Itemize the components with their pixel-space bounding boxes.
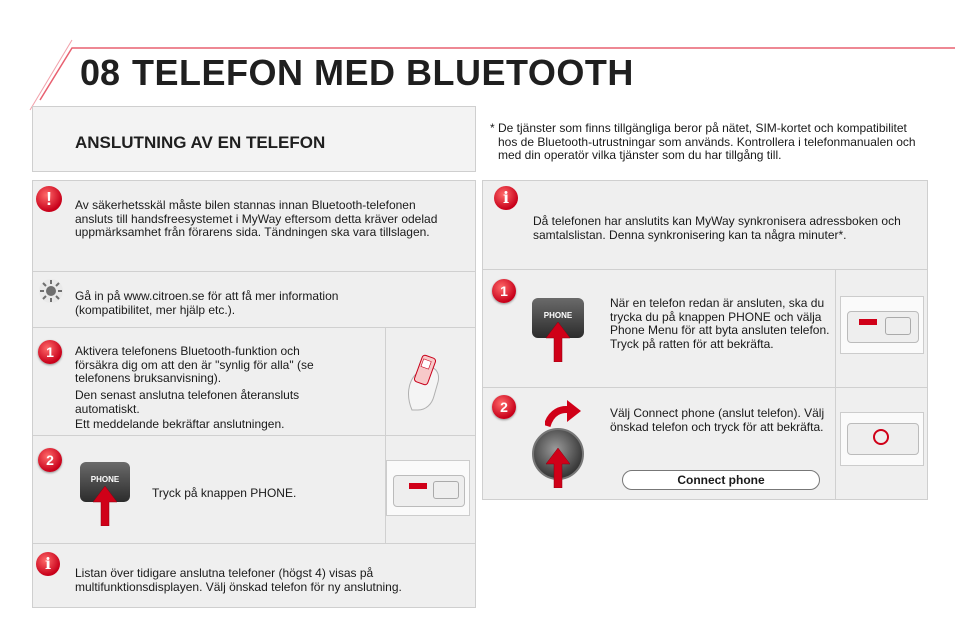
info-text-left: Listan över tidigare anslutna telefoner (högst 4) visas på multifunktionsdisplayen. Välj önskad telefon för ny anslutning. — [75, 566, 402, 594]
right-arrow-up-icon — [546, 322, 570, 362]
tip-sun-icon — [38, 278, 64, 304]
footnote-mark: * — [490, 121, 495, 135]
right-control-panel-image — [840, 412, 924, 466]
step1-text-1: Aktivera telefonens Bluetooth-funktion och försäkra dig om att den är "synlig för alla" (se telefonens bruksanvisning). — [75, 344, 314, 385]
tip-text: Gå in på www.citroen.se för att få mer information (kompatibilitet, mer hjälp etc.). — [75, 289, 339, 317]
phone-button-label: PHONE — [90, 475, 120, 484]
step2-text: Tryck på knappen PHONE. — [152, 486, 297, 500]
radio-panel-image — [386, 460, 470, 516]
right-radio-panel-image — [840, 296, 924, 354]
info-icon-left: i — [36, 552, 60, 576]
right-step1-badge: 1 — [492, 279, 516, 303]
chapter-number: 08 — [80, 52, 121, 93]
step2-badge: 2 — [38, 448, 62, 472]
section-title: ANSLUTNING AV EN TELEFON — [75, 133, 326, 152]
step1-badge: 1 — [38, 340, 62, 364]
warning-icon: ! — [36, 186, 62, 212]
hand-phone-image — [398, 352, 448, 412]
right-step2-text: Välj Connect phone (anslut telefon). Välj önskad telefon och tryck för att bekräfta. — [610, 406, 825, 434]
chapter-title: TELEFON MED BLUETOOTH — [132, 52, 634, 93]
info-icon-right: i — [494, 186, 518, 210]
section-title-panel — [32, 106, 476, 172]
step1-text-3: Ett meddelande bekräftar anslutningen. — [75, 417, 285, 431]
curved-arrow-icon — [545, 400, 581, 428]
warning-text: Av säkerhetsskäl måste bilen stannas innan Bluetooth-telefonen ansluts till handsfreesystemet i MyWay eftersom detta kräver odelad uppmärksamhet från förarens sida. Tändningen ska vara tillslagen. — [75, 198, 438, 239]
info-text-right: Då telefonen har anslutits kan MyWay synkronisera adressboken och samtalslistan. Denna synkronisering kan ta några minuter*. — [533, 214, 901, 242]
knob-arrow-up-icon — [546, 448, 570, 488]
footnote-text: De tjänster som finns tillgängliga beror på nätet, SIM-kortet och kompatibilitet hos de Bluetooth-utrustningar som används. Kontrollera i telefonmanualen och med din operatör vilka tjänster som du har tillgång till. — [498, 121, 916, 162]
right-step2-badge: 2 — [492, 395, 516, 419]
step1-text-2: Den senast anslutna telefonen återansluts automatiskt. — [75, 388, 300, 416]
right-step1-text: När en telefon redan är ansluten, ska du trycka du på knappen PHONE och välja Phone Menu för att byta ansluten telefon. Tryck på ratten för att bekräfta. — [610, 296, 830, 351]
connect-phone-button: Connect phone — [622, 470, 820, 490]
arrow-up-icon — [93, 486, 117, 526]
right-phone-button-label: PHONE — [543, 311, 573, 320]
